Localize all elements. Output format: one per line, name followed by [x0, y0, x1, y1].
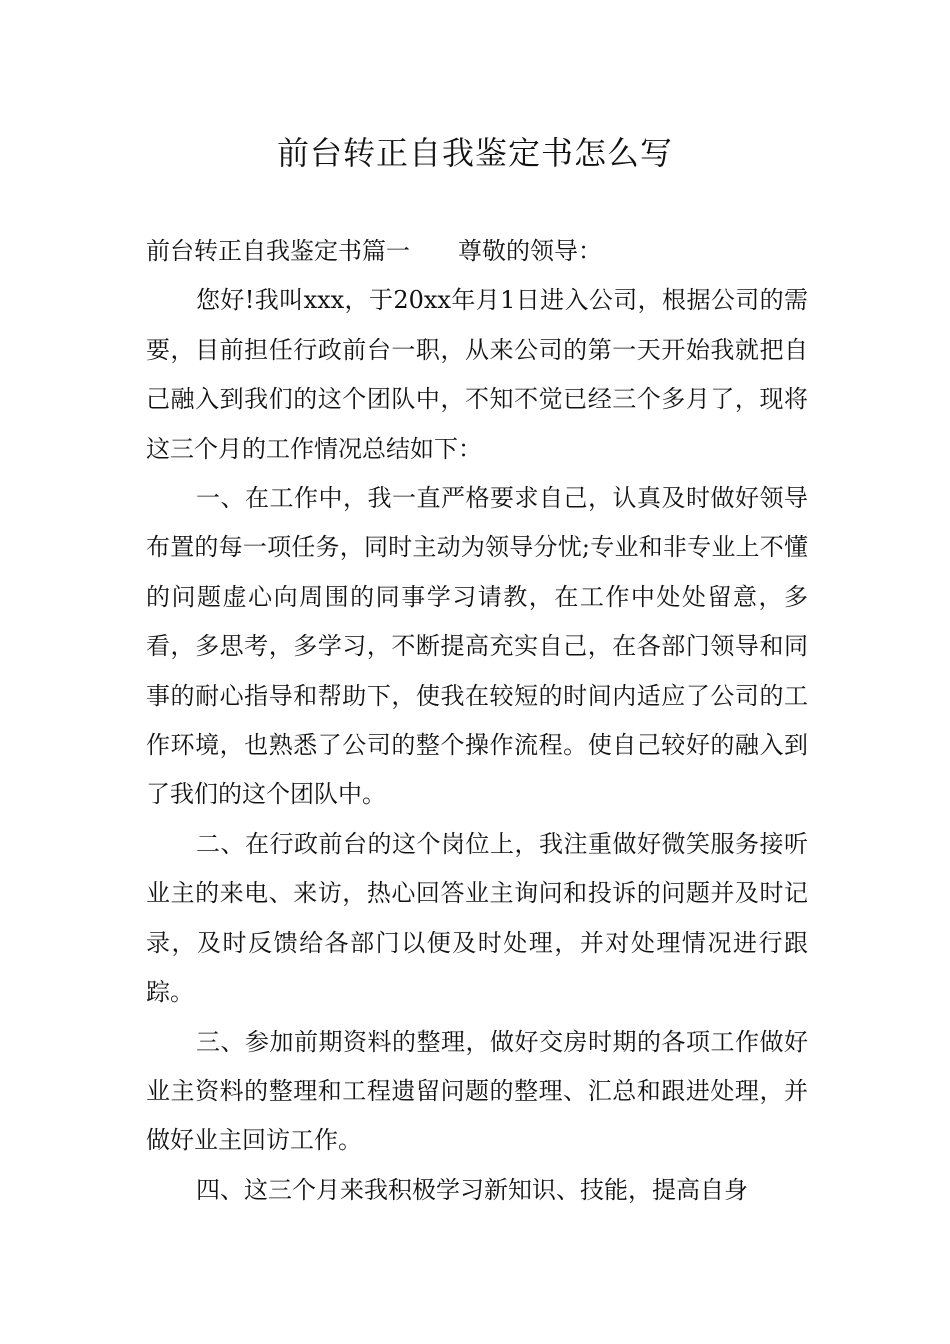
paragraph-1: 一、在工作中，我一直严格要求自己，认真及时做好领导布置的每一项任务，同时主动为领导分忧;专业和非专业上不懂的问题虚心向周围的同事学习请教，在工作中处处留意，多看，多思考，多学习，不断提高充实自己，在各部门领导和同事的耐心指导和帮助下，使我在较短的时间内适应了公司的工作环境，也熟悉了公司的整个操作流程。使自己较好的融入到了我们的这个团队中。: [146, 484, 808, 809]
paragraph-2: 二、在行政前台的这个岗位上，我注重做好微笑服务接听业主的来电、来访，热心回答业主询问和投诉的问题并及时记录，及时反馈给各部门以便及时处理，并对处理情况进行跟踪。: [146, 829, 808, 1007]
paragraph-4: 四、这三个月来我积极学习新知识、技能，提高自身: [196, 1175, 748, 1204]
paragraph-3: 三、参加前期资料的整理，做好交房时期的各项工作做好业主资料的整理和工程遗留问题的整理、汇总和跟进处理，并做好业主回访工作。: [146, 1027, 808, 1155]
section-heading: 前台转正自我鉴定书篇一: [146, 237, 410, 265]
heading-line: [146, 227, 808, 276]
document-body: [146, 227, 808, 1215]
document-title: 前台转正自我鉴定书怎么写: [276, 134, 673, 172]
salutation: 尊敬的领导：: [458, 237, 602, 265]
paragraph-intro: 您好!我叫xxx，于20xx年月1日进入公司，根据公司的需要，目前担任行政前台一职，从来公司的第一天开始我就把自己融入到我们的这个团队中，不知不觉已经三个多月了，现将这三个月的工作情况总结如下：: [146, 286, 808, 463]
